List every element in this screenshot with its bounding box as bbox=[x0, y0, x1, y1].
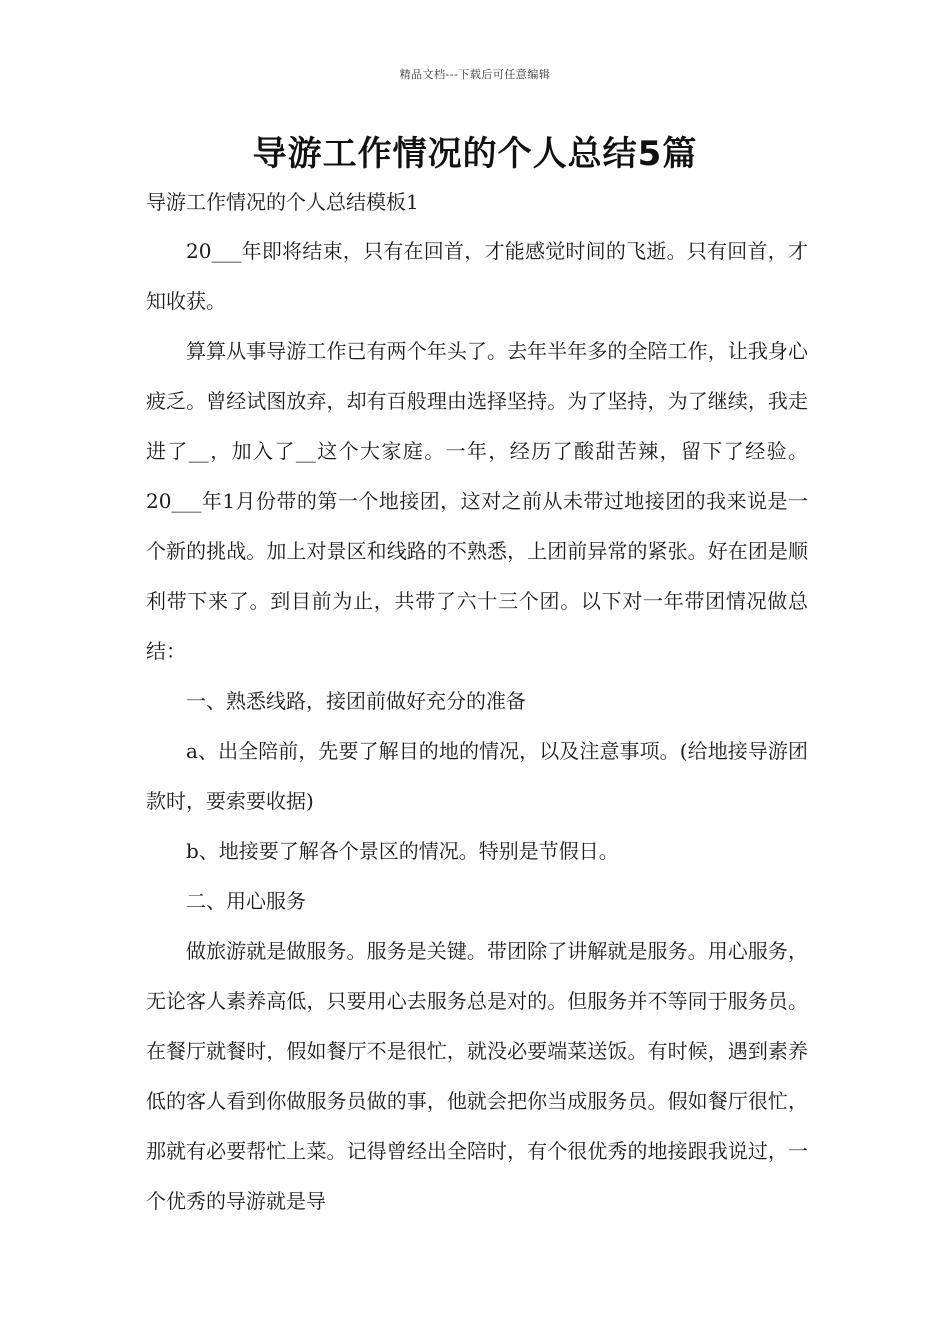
paragraph: 算算从事导游工作已有两个年头了。去年半年多的全陪工作，让我身心疲乏。曾经试图放弃，却有百般理由选择坚持。为了坚持，为了继续，我走进了__，加入了__这个大家庭。一年，经历了酸甜苦辣，留下了经验。20___年1月份带的第一个地接团，这对之前从未带过地接团的我来说是一个新的挑战。加上对景区和线路的不熟悉，上团前异常的紧张。好在团是顺利带下来了。到目前为止，共带了六十三个团。以下对一年带团情况做总结： bbox=[146, 339, 808, 663]
section-heading: 一、熟悉线路，接团前做好充分的准备 bbox=[186, 689, 526, 713]
paragraph: b、地接要了解各个景区的情况。特别是节假日。 bbox=[186, 839, 619, 863]
paragraph: a、出全陪前，先要了解目的地的情况，以及注意事项。(给地接导游团款时，要索要收据) bbox=[146, 739, 808, 813]
page-title: 导游工作情况的个人总结5篇 bbox=[252, 134, 698, 174]
paragraph: 做旅游就是做服务。服务是关键。带团除了讲解就是服务。用心服务，无论客人素养高低，只要用心去服务总是对的。但服务并不等同于服务员。在餐厅就餐时，假如餐厅不是很忙，就没必要端菜送饭。有时候，遇到素养低的客人看到你做服务员做的事，他就会把你当成服务员。假如餐厅很忙，那就有必要帮忙上菜。记得曾经出全陪时，有个很优秀的地接跟我说过，一个优秀的导游就是导 bbox=[146, 939, 808, 1213]
section-heading: 二、用心服务 bbox=[186, 889, 306, 913]
paragraph: 20___年即将结束，只有在回首，才能感觉时间的飞逝。只有回首，才知收获。 bbox=[146, 239, 808, 313]
header-note: 精品文档---下载后可任意编辑 bbox=[399, 68, 551, 81]
section-subtitle: 导游工作情况的个人总结模板1 bbox=[146, 190, 419, 214]
document-body bbox=[146, 226, 808, 1226]
